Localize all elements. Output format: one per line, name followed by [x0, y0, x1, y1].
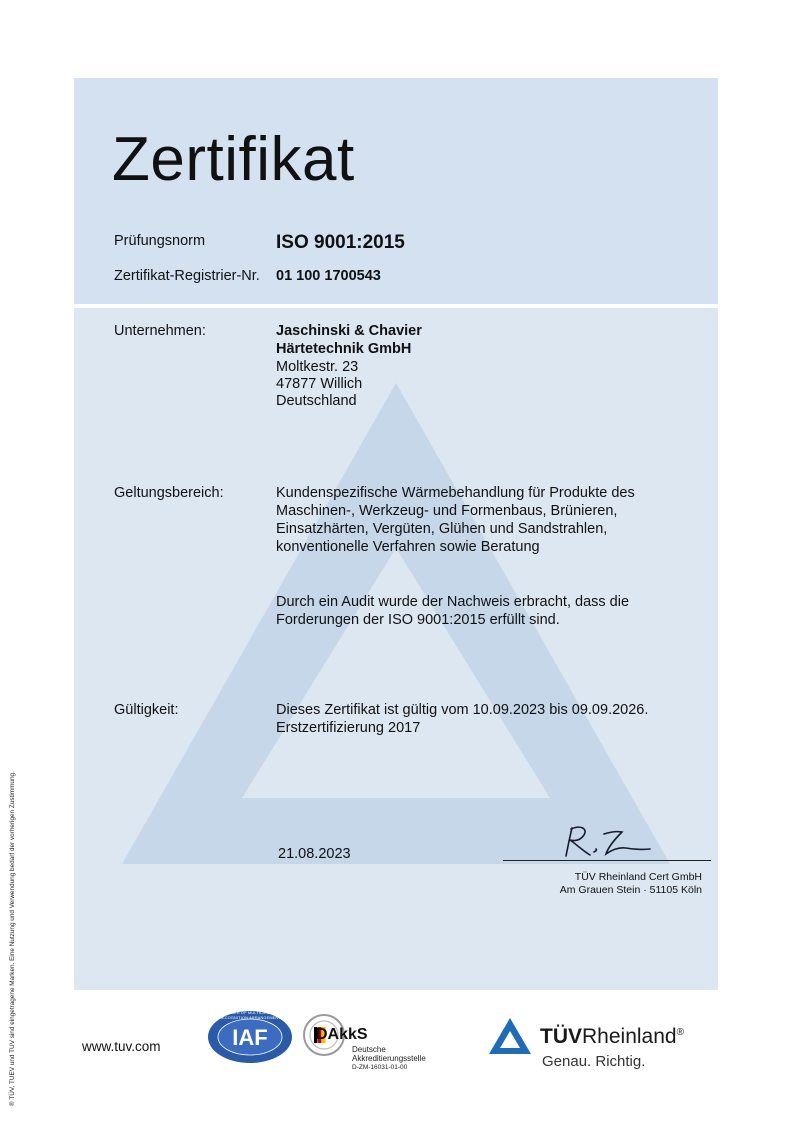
address-country: Deutschland — [276, 393, 357, 409]
scope-line: Maschinen-, Werkzeug- und Formenbaus, Brünieren, — [276, 503, 618, 519]
signature — [560, 822, 660, 860]
dakks-name: DAkkS — [316, 1026, 368, 1043]
website-link[interactable]: www.tuv.com — [82, 1039, 161, 1054]
standard-value: ISO 9001:2015 — [276, 232, 405, 253]
dakks-line-1: Deutsche — [352, 1045, 386, 1054]
scope-line: Einsatzhärten, Vergüten, Glühen und Sandstrahlen, — [276, 521, 608, 537]
tuv-triangle-icon — [488, 1016, 532, 1056]
registration-number: 01 100 1700543 — [276, 268, 381, 284]
company-label: Unternehmen: — [114, 323, 206, 339]
dakks-id: D-ZM-16031-01-00 — [352, 1064, 408, 1071]
trademark-note: ® TÜV, TUEV und TUV sind eingetragene Marken. Eine Nutzung und Verwendung bedarf der vorherigen Zustimmung. — [9, 771, 16, 1106]
tuv-brand-part-1: TÜV — [540, 1025, 582, 1048]
company-name-line-2: Härtetechnik GmbH — [276, 341, 412, 357]
issue-date: 21.08.2023 — [278, 846, 351, 862]
validity-label: Gültigkeit: — [114, 702, 179, 718]
signature-line — [503, 860, 711, 861]
address-city: 47877 Willich — [276, 376, 363, 392]
standard-label: Prüfungsnorm — [114, 233, 206, 249]
audit-statement-line: Durch ein Audit wurde der Nachweis erbracht, dass die — [276, 594, 630, 610]
tuv-slogan: Genau. Richtig. — [542, 1053, 646, 1070]
scope-label: Geltungsbereich: — [114, 485, 224, 501]
company-name-line-1: Jaschinski & Chavier — [276, 323, 422, 339]
validity-period: Dieses Zertifikat ist gültig vom 10.09.2023 bis 09.09.2026. — [276, 702, 649, 718]
dakks-line-2: Akkreditierungsstelle — [352, 1054, 426, 1063]
scope-line: konventionelle Verfahren sowie Beratung — [276, 539, 540, 555]
iaf-ring-text: MEMBER OF MULTILATERAL RECOGNITION ARRANGEMENT — [219, 1011, 281, 1020]
audit-statement-line: Forderungen der ISO 9001:2015 erfüllt sind. — [276, 612, 560, 628]
issuer-name: TÜV Rheinland Cert GmbH — [574, 871, 702, 883]
address-street: Moltkestr. 23 — [276, 359, 359, 375]
registered-mark: ® — [676, 1027, 684, 1038]
issuer-address: Am Grauen Stein · 51105 Köln — [559, 884, 702, 896]
scope-line: Kundenspezifische Wärmebehandlung für Produkte des — [276, 485, 635, 501]
iaf-text: IAF — [232, 1025, 268, 1050]
initial-certification: Erstzertifizierung 2017 — [276, 720, 421, 736]
registration-label: Zertifikat-Registrier-Nr. — [114, 268, 260, 284]
tuv-brand-part-2: Rheinland — [582, 1025, 677, 1048]
tuv-wordmark — [540, 1025, 684, 1049]
certificate-title: Zertifikat — [112, 125, 355, 194]
